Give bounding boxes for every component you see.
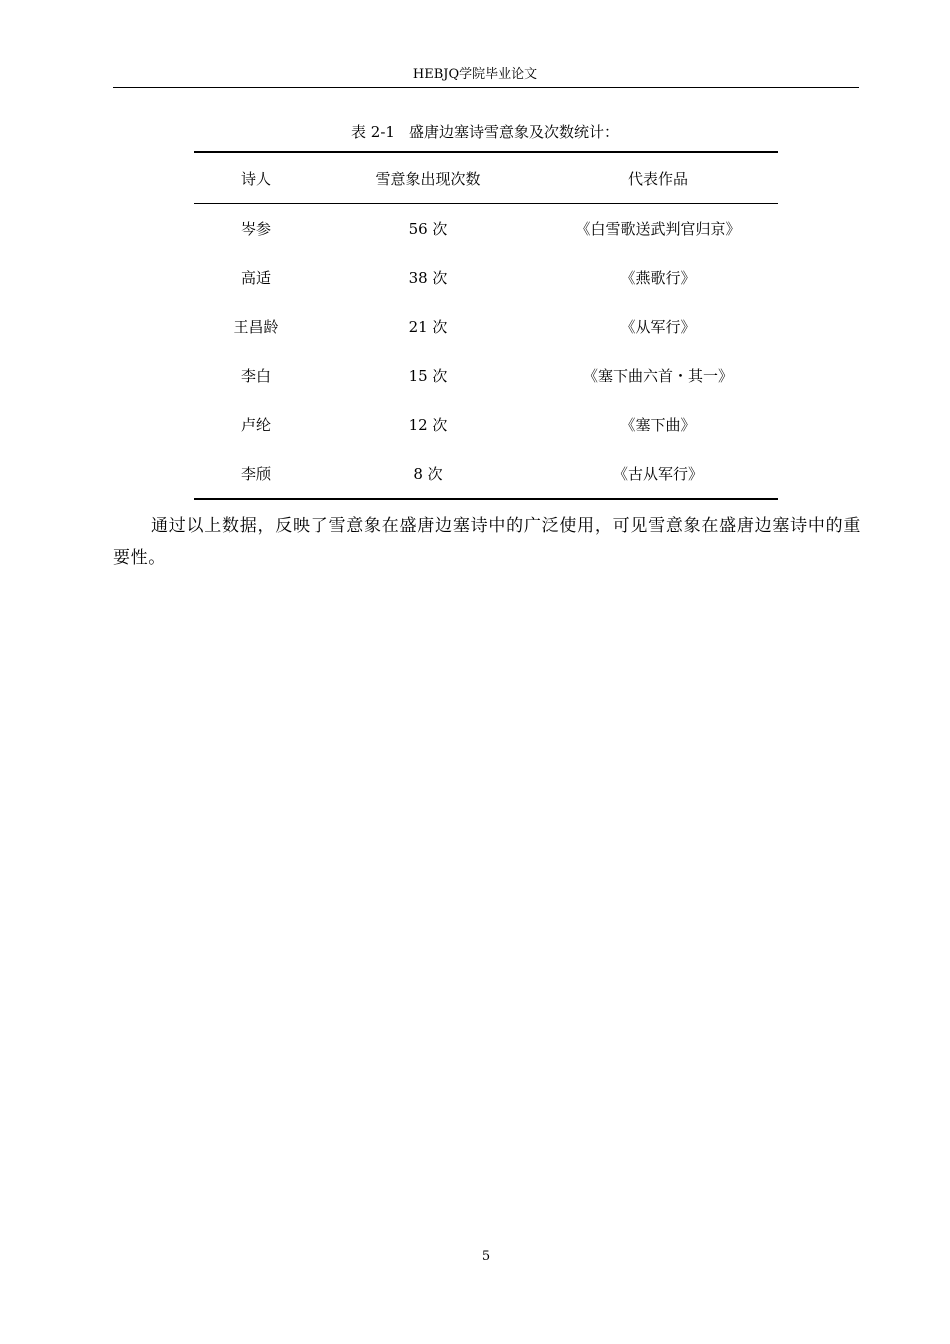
header-divider	[113, 87, 859, 88]
column-header-count: 雪意象出现次数	[375, 169, 481, 188]
cell-count: 15 次	[408, 367, 448, 385]
table-row	[194, 449, 778, 499]
statistics-table	[194, 151, 778, 500]
table-row	[194, 351, 778, 400]
cell-poet: 高适	[240, 269, 271, 287]
table-row	[194, 204, 778, 254]
cell-poet: 王昌龄	[233, 318, 279, 336]
page-header-title: HEBJQ学院毕业论文	[412, 67, 538, 82]
cell-poet: 李颀	[240, 465, 271, 483]
cell-work: 《塞下曲》	[620, 416, 696, 434]
table-row	[194, 302, 778, 351]
cell-count: 38 次	[408, 269, 448, 287]
cell-work: 《塞下曲六首・其一》	[582, 367, 733, 385]
body-paragraph: 通过以上数据，反映了雪意象在盛唐边塞诗中的广泛使用，可见雪意象在盛唐边塞诗中的重要性。	[113, 516, 861, 568]
cell-work: 《从军行》	[620, 318, 696, 336]
cell-work: 《古从军行》	[612, 465, 703, 483]
cell-count: 56 次	[408, 220, 448, 238]
table-row	[194, 253, 778, 302]
table-caption-number: 表 2-1	[351, 123, 395, 141]
cell-poet: 李白	[240, 367, 271, 385]
table-caption-title: 盛唐边塞诗雪意象及次数统计：	[408, 123, 619, 141]
cell-poet: 卢纶	[240, 416, 271, 434]
column-header-work: 代表作品	[627, 169, 688, 188]
cell-work: 《燕歌行》	[620, 269, 696, 287]
cell-poet: 岑参	[240, 220, 271, 238]
cell-count: 8 次	[413, 465, 443, 483]
cell-count: 12 次	[408, 416, 448, 434]
page-number: 5	[481, 1249, 491, 1264]
cell-work: 《白雪歌送武判官归京》	[575, 220, 741, 238]
table-row	[194, 400, 778, 449]
cell-count: 21 次	[408, 318, 448, 336]
table-header-row	[194, 152, 778, 204]
column-header-poet: 诗人	[240, 169, 271, 188]
table-caption	[0, 122, 950, 142]
